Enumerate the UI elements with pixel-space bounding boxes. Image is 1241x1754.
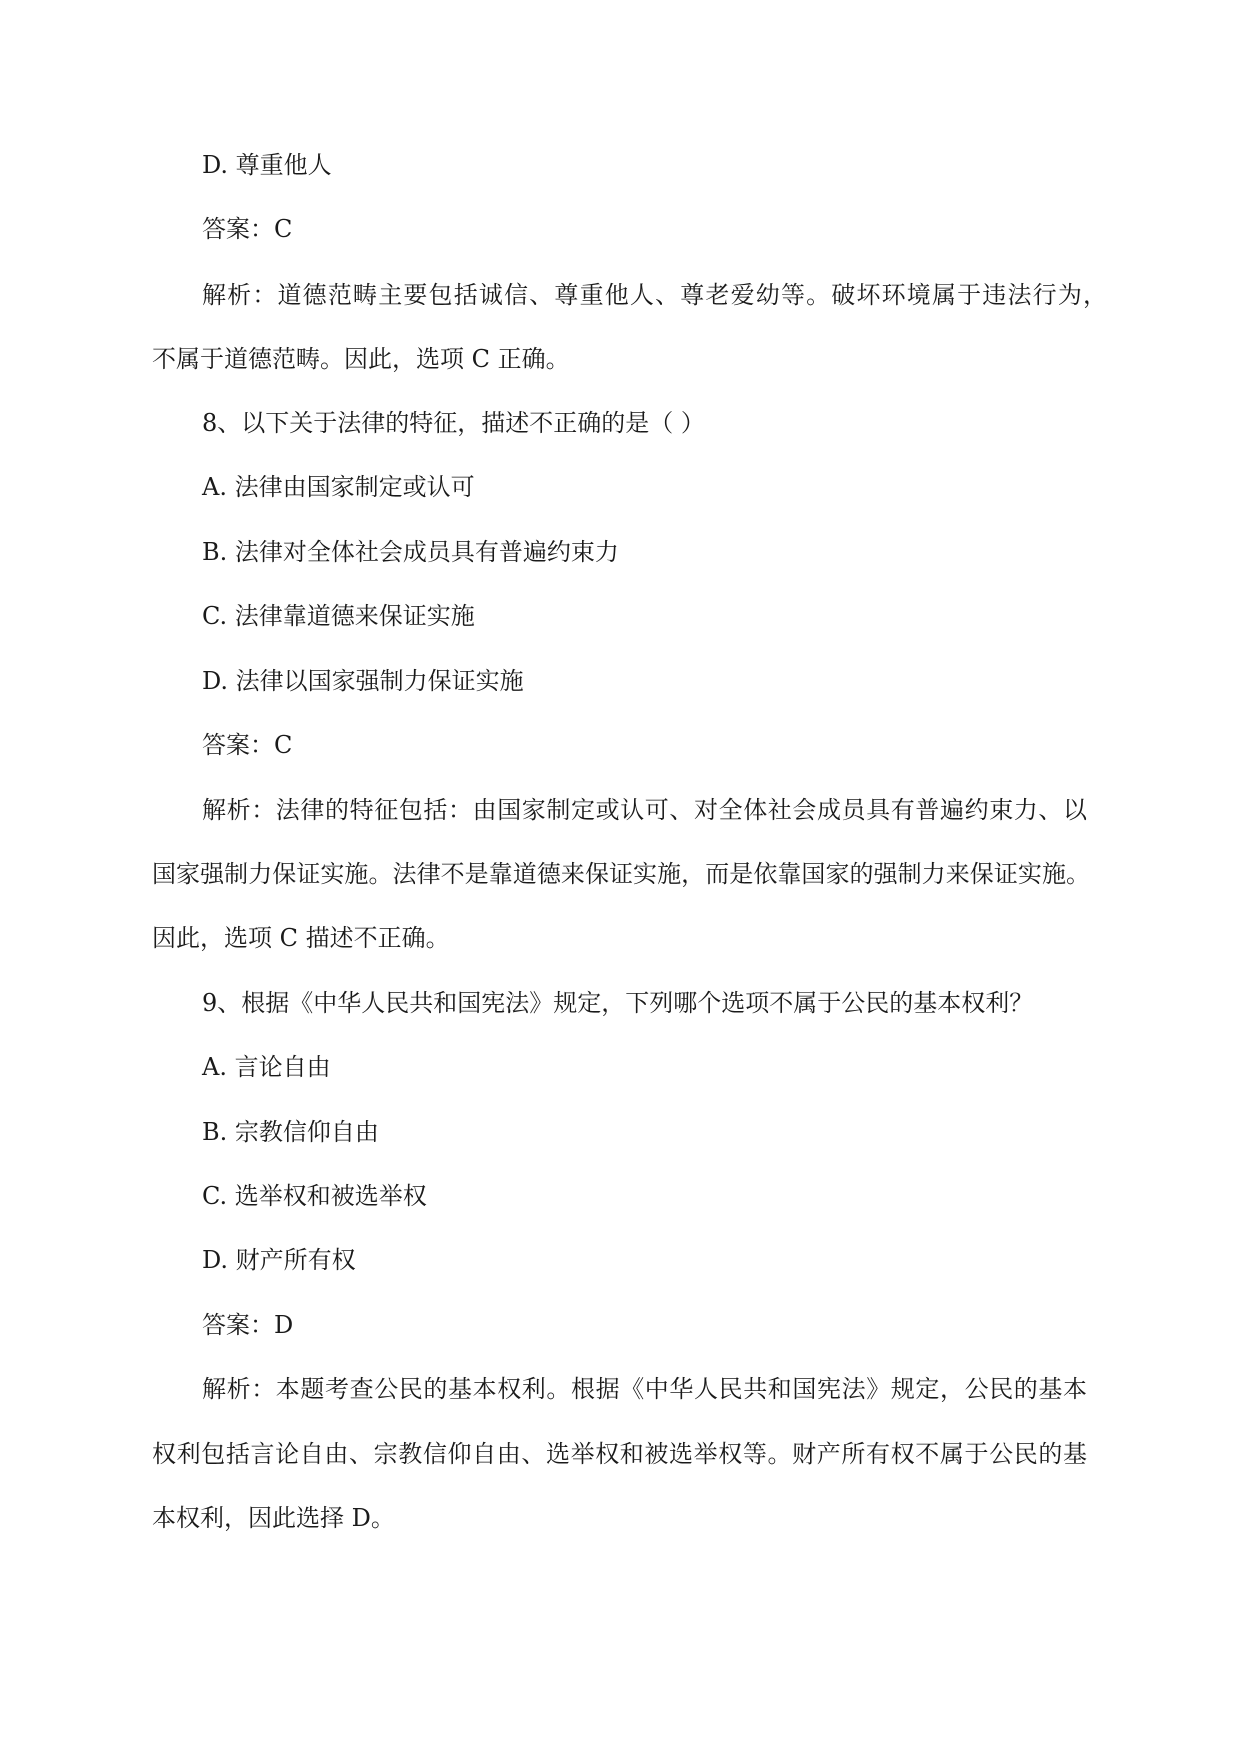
- option-d: D. 尊重他人: [202, 151, 332, 179]
- option-d: D. 财产所有权: [202, 1246, 356, 1274]
- analysis-line: 因此，选项 C 描述不正确。: [152, 924, 450, 952]
- option-a: A. 言论自由: [202, 1053, 331, 1081]
- option-b: B. 法律对全体社会成员具有普遍约束力: [202, 538, 619, 566]
- analysis-line: 解析：道德范畴主要包括诚信、尊重他人、尊老爱幼等。破坏环境属于违法行为，: [202, 281, 1107, 309]
- option-c: C. 法律靠道德来保证实施: [202, 602, 475, 630]
- question-stem: 9、根据《中华人民共和国宪法》规定，下列哪个选项不属于公民的基本权利？: [202, 989, 1034, 1017]
- option-d: D. 法律以国家强制力保证实施: [202, 667, 524, 695]
- option-b: B. 宗教信仰自由: [202, 1118, 379, 1146]
- analysis-line: 解析：法律的特征包括：由国家制定或认可、对全体社会成员具有普遍约束力、以: [202, 796, 1087, 824]
- question-stem: 8、以下关于法律的特征，描述不正确的是（ ）: [202, 409, 705, 437]
- answer: 答案：C: [202, 731, 293, 759]
- option-a: A. 法律由国家制定或认可: [202, 473, 475, 501]
- analysis-line: 不属于道德范畴。因此，选项 C 正确。: [152, 345, 570, 373]
- option-c: C. 选举权和被选举权: [202, 1182, 427, 1210]
- analysis-line: 权利包括言论自由、宗教信仰自由、选举权和被选举权等。财产所有权不属于公民的基: [152, 1440, 1087, 1468]
- answer: 答案：D: [202, 1311, 294, 1339]
- analysis-line: 解析：本题考查公民的基本权利。根据《中华人民共和国宪法》规定，公民的基本: [202, 1375, 1087, 1403]
- analysis-line: 本权利，因此选择 D。: [152, 1504, 395, 1532]
- answer: 答案：C: [202, 215, 293, 243]
- analysis-line: 国家强制力保证实施。法律不是靠道德来保证实施，而是依靠国家的强制力来保证实施。: [152, 860, 1090, 888]
